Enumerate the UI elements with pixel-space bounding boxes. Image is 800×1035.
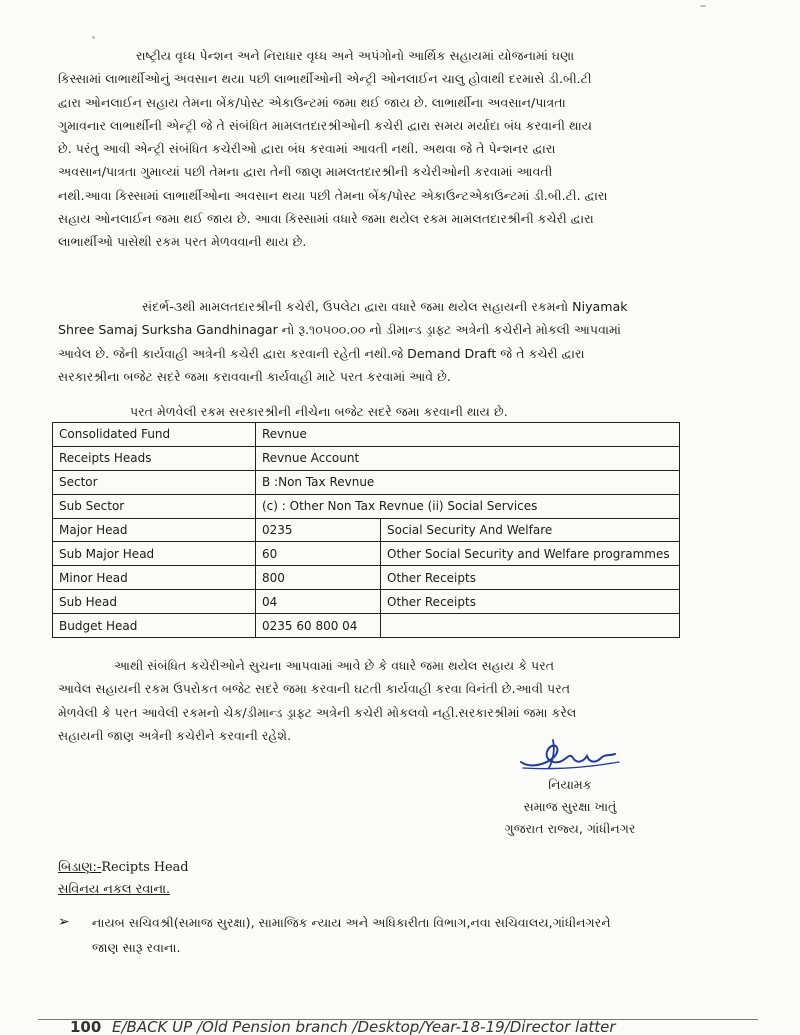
table-cell-label: Budget Head <box>53 614 256 638</box>
table-cell-value: (c) : Other Non Tax Revnue (ii) Social Services <box>256 494 680 518</box>
table-cell-label: Receipts Heads <box>53 446 256 470</box>
text-line: અવસાન/પાત્રતા ગુમાવ્યાં પછી તેમના દ્વારા તેની જાણ મામલતદારશ્રીની કચેરીઓની કરવામાં આવતી <box>58 164 553 180</box>
table-cell-value: B :Non Tax Revnue <box>256 470 680 494</box>
arrow-bullet-icon: ➢ <box>58 914 70 930</box>
table-cell-value: Revnue <box>256 423 680 447</box>
handwritten-signature <box>515 732 625 774</box>
copy-forwarded-heading: સવિનય નકલ રવાના. <box>58 882 171 897</box>
table-cell-code: 0235 <box>256 518 381 542</box>
text-line: આવેલ છે. જેની કાર્યવાહી અત્રેની કચેરી દ્વારા કરવાની રહેતી નથી.જે Demand Draft જે તે કચેરી દ્વારા <box>58 345 585 361</box>
paragraph-1 <box>58 44 698 254</box>
footer <box>0 1018 800 1035</box>
table-cell-label: Consolidated Fund <box>53 423 256 447</box>
text-line: ગુમાવનાર લાભાર્થીની એન્ટ્રી જે તે સંબંધિત મામલતદારશ્રીઓની કચેરી દ્વારા સમય મર્યાદા બંધ કરવાની થાય <box>58 117 593 133</box>
table-row <box>53 566 680 590</box>
table-cell-code: 800 <box>256 566 381 590</box>
file-path: E/BACK UP /Old Pension branch /Desktop/Year-18-19/Director latter <box>112 1018 616 1035</box>
enclosure-label: બિડાણ:- <box>58 860 102 875</box>
table-row <box>53 542 680 566</box>
table-cell-code: 60 <box>256 542 381 566</box>
signature-block <box>460 732 680 840</box>
text-line: સંદર્ભ-૩થી મામલતદારશ્રીની કચેરી, ઉપલેટા દ્વારા વધારે જમા થયેલ સહાયની રકમનો Niyamak <box>142 299 628 314</box>
scan-speck <box>700 5 706 7</box>
table-cell-label: Sub Head <box>53 590 256 614</box>
paragraph-3: પરત મેળવેલી રકમ સરકારશ્રીની નીચેના બજેટ સદરે જમા કરવાની થાય છે. <box>130 404 508 419</box>
table-cell-code: 0235 60 800 04 <box>256 614 381 638</box>
table-row <box>53 423 680 447</box>
enclosure-value: Recipts Head <box>101 860 189 875</box>
table-row <box>53 494 680 518</box>
text-line: કિસ્સામાં લાભાર્થીઓનું અવસાન થયા પછી લાભાર્થીઓની એન્ટ્રી ઓનલાઈન ચાલુ હોવાથી દરમાસે ડી.બી.ટી <box>58 71 592 87</box>
department: સમાજ સુરક્ષા ખાતું <box>523 799 617 814</box>
table-cell-code: 04 <box>256 590 381 614</box>
text-line: નથી.આવા કિસ્સામાં લાભાર્થીઓના અવસાન થયા પછી તેમના બેંક/પોસ્ટ એકાઉન્ટએકાઉન્ટમાં ડી.બી.ટી. દ્વારા <box>58 187 608 203</box>
enclosure-line <box>58 857 188 879</box>
table-row <box>53 446 680 470</box>
table-cell-label: Sub Major Head <box>53 542 256 566</box>
text-line: દ્વારા ઓનલાઈન સહાય તેમના બેંક/પોસ્ટ એકાઉન્ટમાં જમા થઈ જાય છે. લાભાર્થીના અવસાન/પાત્રતા <box>58 94 566 110</box>
text-line: રાષ્ટ્રીય વૃધ્ધ પેન્શન અને નિરાધાર વૃધ્ધ અને અપંગોનો આર્થિક સહાયમાં યોજનામાં ઘણા <box>136 48 575 63</box>
text-line: જાણ સારૂ રવાના. <box>92 940 181 955</box>
enclosure-section <box>58 857 188 901</box>
text-line: છે. પરંતુ આવી એન્ટ્રી સંબંધિત કચેરીઓ દ્વારા બંધ કરવામાં આવતી નથી. અથવા જે તે પેન્શનર દ્વારા <box>58 141 556 157</box>
designation: નિયામક <box>548 777 592 792</box>
table-cell-label: Major Head <box>53 518 256 542</box>
table-cell-desc: Social Security And Welfare <box>381 518 680 542</box>
table-cell-desc <box>381 614 680 638</box>
budget-head-table <box>52 422 680 638</box>
page-number: 100 <box>70 1018 102 1035</box>
table-cell-desc: Other Receipts <box>381 590 680 614</box>
text-line: સહાયની જાણ અત્રેની કચેરીને કરવાની રહેશે. <box>58 727 292 743</box>
table-cell-label: Sector <box>53 470 256 494</box>
table-cell-desc: Other Receipts <box>381 566 680 590</box>
text-line: લાભાર્થીઓ પાસેથી રકમ પરત મેળવવાની થાય છે. <box>58 234 307 250</box>
table-cell-label: Minor Head <box>53 566 256 590</box>
text-line: સહાય ઓનલાઈન જમા થઈ જાય છે. આવા કિસ્સામાં વધારે જમા થયેલ રકમ મામલતદારશ્રીની કચેરી દ્વારા <box>58 211 594 227</box>
scan-speck <box>92 36 95 39</box>
table-row <box>53 590 680 614</box>
table-row <box>53 470 680 494</box>
paragraph-2 <box>58 295 698 388</box>
text-line: નાયબ સચિવશ્રી(સમાજ સુરક્ષા), સામાજિક ન્યાય અને અધિકારીતા વિભાગ,નવા સચિવાલય,ગાંધીનગરને <box>92 915 611 930</box>
text-line: આથી સંબંધિત કચેરીઓને સુચના આપવામાં આવે છે કે વધારે જમા થયેલ સહાય કે પરત <box>114 658 555 673</box>
text-line: આવેલ સહાયની રકમ ઉપરોકત બજેટ સદરે જમા કરવાની ઘટતી કાર્યવાહી કરવા વિનંતી છે.આવી પરત <box>58 681 571 697</box>
table-cell-desc: Other Social Security and Welfare programmes <box>381 542 680 566</box>
table-cell-value: Revnue Account <box>256 446 680 470</box>
text-line: Shree Samaj Surksha Gandhinagar નો રૂ.૧૦૫૦૦.૦૦ નો ડીમાન્ડ ડ્રાફ્ટ અત્રેની કચેરીને મોકલી આપવામાં <box>58 322 621 338</box>
table-row <box>53 518 680 542</box>
location: ગુજરાત રાજ્ય, ગાંધીનગર <box>504 821 636 836</box>
table-row <box>53 614 680 638</box>
cc-text <box>92 910 692 960</box>
table-cell-label: Sub Sector <box>53 494 256 518</box>
text-line: મેળવેલી કે પરત આવેલી રકમનો ચેક/ડીમાન્ડ ડ્રાફ્ટ અત્રેની કચેરી મોકલવો નહી.સરકારશ્રીમાં જમા કરેલ <box>58 704 577 720</box>
text-line: સરકારશ્રીના બજેટ સદરે જમા કરાવવાની કાર્યવાહી માટે પરત કરવામાં આવે છે. <box>58 368 451 384</box>
